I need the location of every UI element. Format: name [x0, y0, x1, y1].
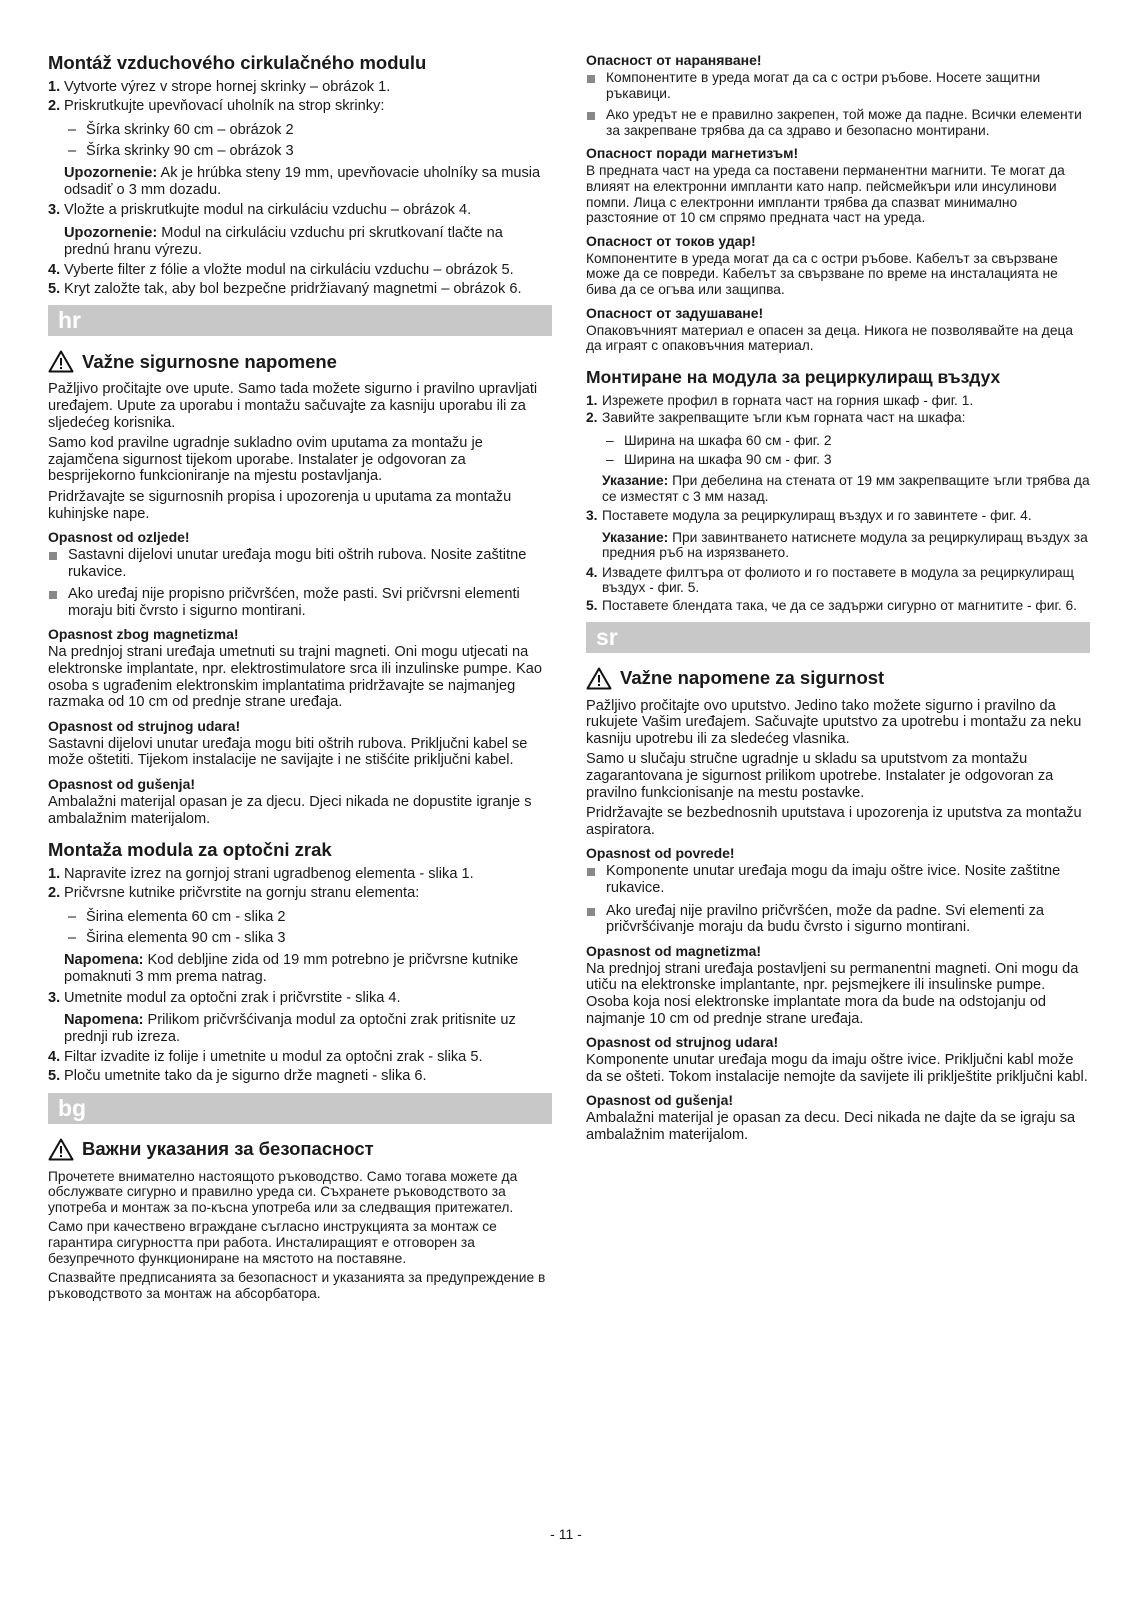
bg-intro-1: Прочетете внимателно настоящото ръководство. Само тогава можете да обслужвате сигурно и правилно уреда си. Съхранете ръководството за употреба и монтаж за по-късна употреба или за следващия притежател. — [48, 1168, 518, 1215]
list-item: Komponente unutar uređaja mogu da imaju oštre ivice. Nosite zaštitne rukavice. — [586, 863, 1090, 896]
hr-step-1: 1. Napravite izrez na gornjoj strani ugradbenog elementa - slika 1. — [48, 866, 474, 883]
list-item: Sastavni dijelovi unutar uređaja mogu biti oštrih rubova. Nosite zaštitne rukavice. — [48, 547, 552, 580]
list-item: Ako uređaj nije propisno pričvršćen, može pasti. Svi pričvrsni elementi moraju biti čvrsto i sigurno montirani. — [48, 586, 552, 619]
hr-shock-text: Sastavni dijelovi unutar uređaja mogu biti oštrih rubova. Priključni kabel se može oštetiti. Tijekom instalacije ne savijajte i ne stišćite priključni kabel. — [48, 735, 528, 769]
hr-safety-heading: Važne sigurnosne napomene — [48, 350, 552, 373]
sr-magnet-title: Opasnost od magnetizma! — [586, 942, 762, 959]
hr-injury-title: Opasnost od ozljede! — [48, 529, 190, 546]
sk-mount-title: Montáž vzduchového cirkulačného modulu — [48, 52, 427, 73]
hr-step-3: 3. Umetnite modul za optočni zrak i pričvrstite - slika 4. — [48, 989, 401, 1006]
sk-step-1: 1. Vytvorte výrez v strope hornej skrinky – obrázok 1. — [48, 79, 391, 95]
warning-icon — [48, 1138, 74, 1161]
sk-step-3: 3. Vložte a priskrutkujte modul na cirkuláciu vzduchu – obrázok 4. — [48, 202, 472, 219]
hr-suffoc-text: Ambalažni materijal opasan je za djecu. Djeci nikada ne dopustite igranje s ambalažnim materijalom. — [48, 794, 532, 827]
bg-step-1: 1. Изрежете профил в горната част на горния шкаф - фиг. 1. — [586, 392, 974, 408]
bg-steps — [586, 393, 1090, 426]
sr-intro-2: Samo u slučaju stručne ugradnje u skladu sa uputstvom za montažu zagarantovana je sigurnost prilikom upotrebe. Instalater je odgovoran za pravilno funkcionisanje na mestu postavke. — [586, 751, 1054, 801]
sk-dash-2: – Šírka skrinky 90 cm – obrázok 3 — [68, 143, 294, 160]
hr-magnet-title: Opasnost zbog magnetizma! — [48, 626, 239, 643]
bg-dash-2: – Ширина на шкафа 90 см - фиг. 3 — [606, 451, 832, 467]
lang-bar-hr: hr — [48, 305, 552, 336]
sk-steps — [48, 79, 552, 114]
bg-step-4: 4. Извадете филтъра от фолиото и го поставете в модула за рециркулиращ въздух - фиг. 5. — [586, 564, 1074, 596]
bg-steps-b — [586, 508, 1090, 524]
bg-suffoc-title: Опасност от задушаване! — [586, 304, 764, 321]
hr-steps-b — [48, 990, 552, 1007]
hr-suffoc-title: Opasnost od gušenja! — [48, 776, 196, 793]
list-item: Ako uređaj nije pravilno pričvršćen, može da padne. Svi elementi za pričvršćivanje moraju da budu čvrsto i sigurno montirani. — [586, 903, 1090, 936]
hr-intro-3: Pridržavajte se sigurnosnih propisa i upozorenja u uputama za montažu kuhinjske nape. — [48, 488, 512, 522]
right-column — [586, 52, 1090, 1148]
sr-shock-text: Komponente unutar uređaja mogu da imaju oštre ivice. Priključni kabl može da se ošteti. Tokom instalacije nemojte da savijete ili priklještite priključni kabl. — [586, 1052, 1088, 1085]
sk-note-2: Upozornenie: Modul na cirkuláciu vzduchu pri skrutkovaní tlačte na prednú hranu výrezu. — [64, 224, 503, 258]
sk-step-2: 2. Priskrutkujte upevňovací uholník na strop skrinky: — [48, 97, 385, 114]
sr-intro-1: Pažljivo pročitajte ovo uputstvo. Jedino tako možete sigurno i pravilno da rukujete Vašim uređajem. Sačuvajte uputstvo za upotrebu i montažu za neku kasniju upotrebu ili za sledećeg vlasnika. — [586, 697, 1082, 747]
hr-note-1: Napomena: Kod debljine zida od 19 mm potrebno je pričvrsne kutnike pomaknuti 3 mm prema natrag. — [64, 952, 519, 985]
bg-safety-heading: Важни указания за безопасност — [48, 1138, 552, 1161]
bg-shock-title: Опасност от токов удар! — [586, 232, 756, 249]
bg-injury-list — [586, 70, 1090, 138]
lang-bar-bg: bg — [48, 1093, 552, 1124]
bg-intro — [48, 1169, 552, 1302]
bg-steps-c — [586, 565, 1090, 614]
sr-injury-title: Opasnost od povrede! — [586, 845, 735, 862]
hr-note-2: Napomena: Prilikom pričvršćivanja modul za optočni zrak pritisnite uz prednji rub izreza. — [64, 1012, 516, 1045]
bg-shock-text: Компонентите в уреда могат да са с остри ръбове. Кабелът за свързване може да се повреди. Кабелът за свързване по време на инсталацията не бива да се огъва или защипва. — [586, 250, 1058, 297]
sr-injury-list — [586, 863, 1090, 935]
hr-injury-list — [48, 547, 552, 619]
sr-shock-title: Opasnost od strujnog udara! — [586, 1034, 779, 1051]
hr-intro-1: Pažljivo pročitajte ove upute. Samo tada možete sigurno i pravilno upravljati uređajem. Upute za uporabu i montažu sačuvajte za kasniju uporabu ili za sljedećeg korisnika. — [48, 381, 538, 431]
bg-dash-1: – Ширина на шкафа 60 см - фиг. 2 — [606, 432, 832, 448]
warning-icon — [48, 350, 74, 373]
page-number: - 11 - — [550, 1526, 582, 1542]
sk-dash-1: – Šírka skrinky 60 cm – obrázok 2 — [68, 122, 294, 139]
bg-step-3: 3. Поставете модула за рециркулиращ въздух и го завинтете - фиг. 4. — [586, 508, 1032, 524]
hr-dash-1: – Širina elementa 60 cm - slika 2 — [68, 909, 286, 926]
bg-injury-title: Опасност от нараняване! — [586, 52, 762, 68]
bg-magnet-title: Опасност поради магнетизъм! — [586, 145, 799, 162]
hr-step-5: 5. Ploču umetnite tako da je sigurno drže magneti - slika 6. — [48, 1067, 427, 1084]
hr-shock-title: Opasnost od strujnog udara! — [48, 717, 241, 734]
list-item: Ако уредът не е правилно закрепен, той може да падне. Всички елементи за закрепване трябва да са здраво и безопасно монтирани. — [586, 107, 1090, 138]
sk-steps-b — [48, 202, 552, 219]
hr-steps-c — [48, 1049, 552, 1084]
bg-mount-title: Монтиране на модула за рециркулиращ въздух — [586, 366, 1001, 387]
hr-mount-title: Montaža modula za optočni zrak — [48, 839, 332, 861]
bg-note-2: Указание: При завинтването натиснете модула за рециркулиращ въздух за предния ръб на изрязването. — [602, 529, 1088, 561]
hr-magnet-text: Na prednjoj strani uređaja umetnuti su trajni magneti. Oni mogu utjecati na elektronske implantate, npr. elektrostimulatore srca ili inzulinske pumpe. Kao osoba s ugrađenim elektronskim implantatima pridržavajte se najmanjeg razmaka od 10 cm od prednje strane uređaja. — [48, 644, 542, 711]
bg-step-2: 2. Завийте закрепващите ъгли към горната част на шкафа: — [586, 410, 966, 426]
bg-intro-3: Спазвайте предписанията за безопасност и указанията за предупреждение в ръководството за монтаж на абсорбатора. — [48, 1270, 546, 1301]
sr-safety-heading: Važne napomene za sigurnost — [586, 667, 1090, 690]
sk-step-5: 5. Kryt založte tak, aby bol bezpečne pridržiavaný magnetmi – obrázok 6. — [48, 280, 522, 297]
lang-bar-sr: sr — [586, 622, 1090, 653]
hr-step-4: 4. Filtar izvadite iz folije i umetnite u modul za optočni zrak - slika 5. — [48, 1049, 483, 1066]
sr-intro-3: Pridržavajte se bezbednosnih uputstava i upozorenja iz uputstva za montažu aspiratora. — [586, 805, 1082, 838]
list-item: Компонентите в уреда могат да са с остри ръбове. Носете защитни ръкавици. — [586, 70, 1090, 101]
left-column — [48, 52, 552, 1305]
bg-note-1: Указание: При дебелина на стената от 19 мм закрепващите ъгли трябва да се изместят с 3 мм назад. — [602, 472, 1090, 504]
bg-suffoc-text: Опаковъчният материал е опасен за деца. Никога не позволявайте на деца да играят с опаковъчния материал. — [586, 322, 1074, 354]
sr-magnet-text: Na prednjoj strani uređaja postavljeni su permanentni magneti. Oni mogu da utiču na elektronske implantante, npr. pejsmejkere ili insulinske pumpe. Osoba koja nosi elektronske implantate mora da bude na odstojanju od najmanje 10 cm od prednje strane uređaja. — [586, 960, 1079, 1027]
hr-dash-2: – Širina elementa 90 cm - slika 3 — [68, 930, 286, 947]
sr-suffoc-text: Ambalažni materijal je opasan za decu. Deci nikada ne dajte da se igraju sa ambalažnim materijalom. — [586, 1110, 1076, 1143]
hr-step-2: 2. Pričvrsne kutnike pričvrstite na gornju stranu elementa: — [48, 884, 420, 901]
bg-intro-2: Само при качествено вграждане съгласно инструкцията за монтаж се гарантира сигурността при работа. Инсталиращият е отговорен за безупречното функциониране на мястото на поставяне. — [48, 1219, 497, 1266]
sk-steps-c — [48, 262, 552, 297]
sk-note-1: Upozornenie: Ak je hrúbka steny 19 mm, upevňovacie uholníky sa musia odsadiť o 3 mm dozadu. — [64, 165, 541, 198]
sr-suffoc-title: Opasnost od gušenja! — [586, 1092, 734, 1109]
hr-intro-2: Samo kod pravilne ugradnje sukladno ovim uputama za montažu je zajamčena sigurnost tijekom uporabe. Instalater je odgovoran za besprijekorno funkcioniranje na mjestu postavljanja. — [48, 435, 483, 485]
bg-magnet-text: В предната част на уреда са поставени перманентни магнити. Те могат да влияят на електронни импланти като напр. пейсмейкъри или инсулинови помпи. Лица с електронни импланти трябва да спазват минимално разстояние от 10 см спрямо предната част на уреда. — [586, 163, 1065, 226]
bg-step-5: 5. Поставете блендата така, че да се задържи сигурно от магнитите - фиг. 6. — [586, 598, 1078, 614]
sk-step-4: 4. Vyberte filter z fólie a vložte modul na cirkuláciu vzduchu – obrázok 5. — [48, 262, 514, 279]
warning-icon — [586, 667, 612, 690]
hr-steps — [48, 866, 552, 901]
